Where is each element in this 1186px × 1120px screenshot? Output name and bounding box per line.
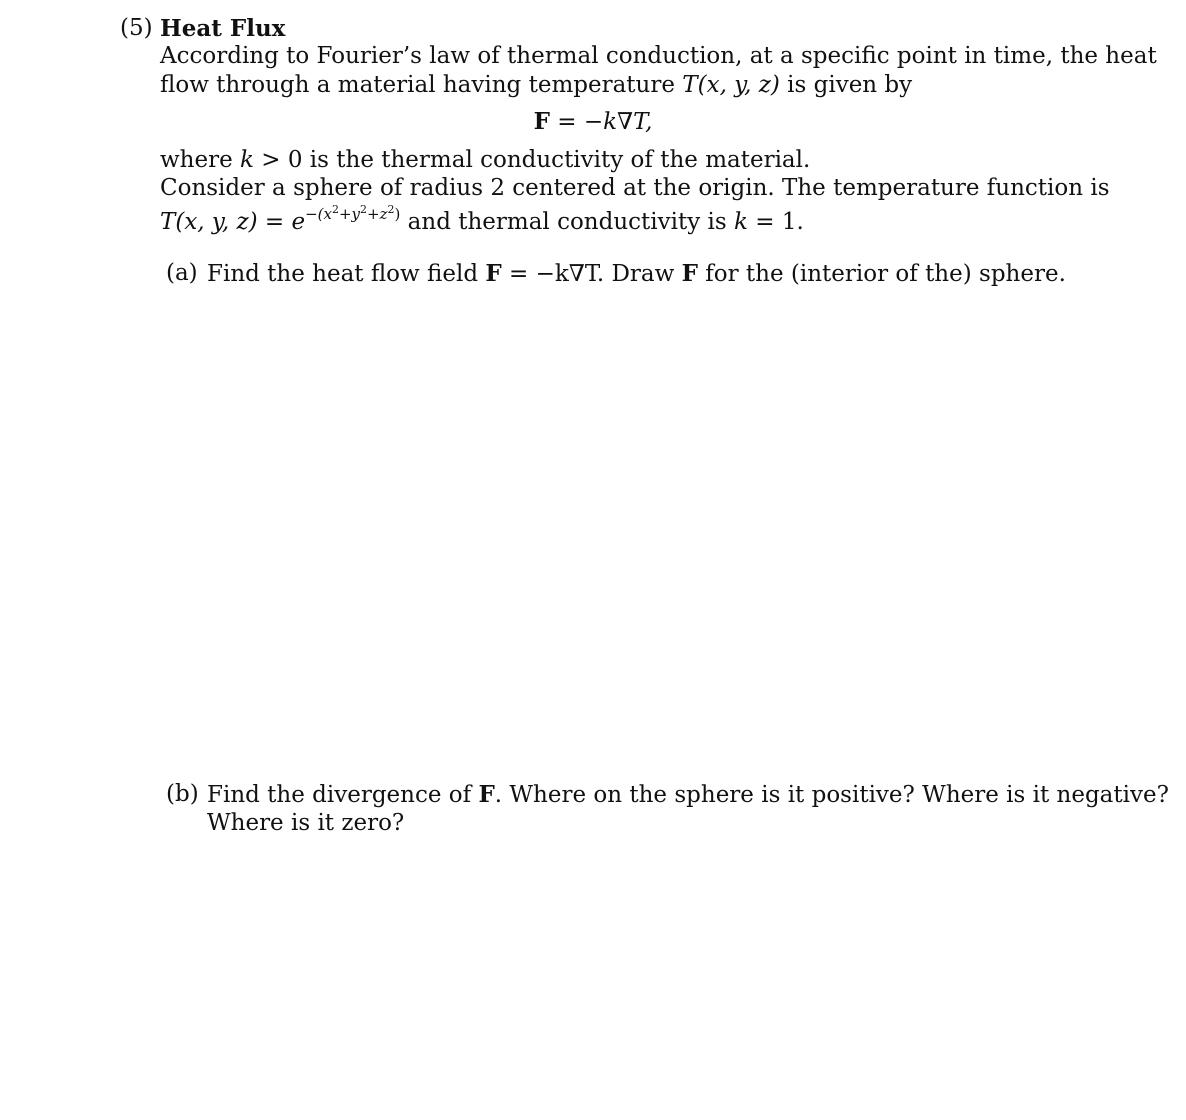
conductivity-sentence [160,146,810,175]
part-b-question-line-1 [207,780,1169,810]
part-b-text-b: . Where on the sphere is it positive? Where is it negative? [494,782,1169,808]
part-a-text-a: Find the heat flow field [207,261,486,287]
temperature-args: (x, y, z) [697,72,780,98]
part-a-flux-symbol-2: F [681,260,698,287]
fourier-equation-rest: = −k∇T, [549,109,653,135]
intro-line-2-text-a: flow through a material having temperature [160,72,683,98]
fourier-equation [0,107,1186,137]
part-b-label: (b) [166,781,199,807]
sphere-tail-k: k [734,209,748,235]
conductivity-text-a: where [160,147,241,173]
temperature-exponent [305,205,400,223]
temperature-function-args: (x, y, z) [175,209,258,235]
part-b-question-line-2: Where is it zero? [207,810,405,836]
problem-title: Heat Flux [160,15,286,42]
exponent-square-1: 2 [331,203,339,216]
part-a-question [207,259,1066,289]
sphere-tail-a: and thermal conductivity is [400,209,735,235]
part-a-flux-symbol-1: F [485,260,502,287]
conductivity-symbol: k [240,147,254,173]
conductivity-text-b: > 0 is the thermal conductivity of the material. [253,147,811,173]
temperature-symbol: T [682,72,698,98]
problem-number: (5) [120,15,153,41]
temperature-function-symbol: T [160,209,176,235]
intro-line-1: According to Fourier’s law of thermal conduction, at a specific point in time, the heat [160,43,1157,69]
part-a-text-b: = −k∇T. Draw [501,261,682,287]
part-a-text-c: for the (interior of the) sphere. [697,261,1066,287]
sphere-sentence-line-1: Consider a sphere of radius 2 centered at the origin. The temperature function is [160,175,1110,201]
intro-line-2-text-b: is given by [779,72,913,98]
exponent-z: +z [367,205,388,223]
sphere-sentence-line-2 [160,203,804,240]
exponent-open: −(x [305,205,332,223]
exponent-square-2: 2 [360,203,368,216]
intro-line-2 [160,71,912,100]
exponent-y: +y [338,205,361,223]
part-a-answer-space[interactable] [160,300,1057,770]
flux-vector-symbol: F [533,108,550,135]
part-b-text-a: Find the divergence of [207,782,479,808]
temperature-function-eq: = e [257,209,306,235]
part-a-label: (a) [166,260,198,286]
exponent-square-3: 2 [387,203,395,216]
part-b-flux-symbol: F [478,781,495,808]
part-b-answer-space[interactable] [160,850,1057,1100]
sphere-tail-b: = 1. [747,209,804,235]
exponent-close: ) [394,205,401,223]
